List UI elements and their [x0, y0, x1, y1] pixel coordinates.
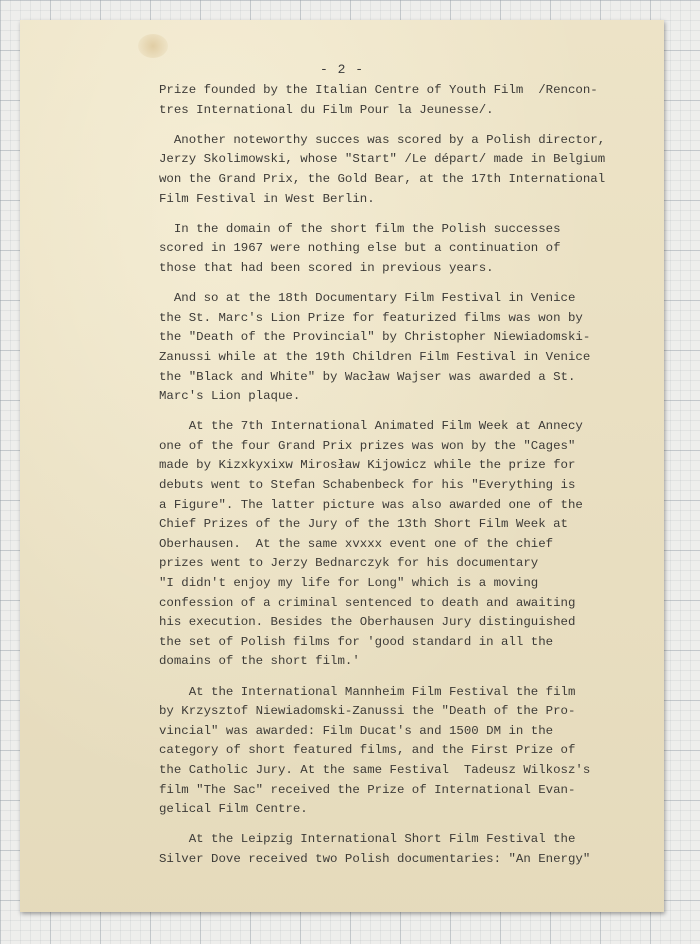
text-line: Film Festival in West Berlin.: [159, 191, 375, 206]
text-line: the "Black and White" by Wacław Wajser was awarded a St.: [159, 369, 576, 384]
text-line: a Figure". The latter picture was also awarded one of the: [159, 497, 583, 512]
document-page: [20, 20, 664, 912]
text-line: Marc's Lion plaque.: [159, 389, 301, 404]
text-line: category of short featured films, and the First Prize of: [159, 743, 576, 758]
text-line: In the domain of the short film the Polish successes: [159, 221, 561, 236]
paragraph: [159, 417, 659, 672]
text-line: vincial" was awarded: Film Ducat's and 1500 DM in the: [159, 723, 554, 738]
text-line: Oberhausen. At the same xvxxx event one of the chief: [159, 536, 554, 551]
page-number: - 2 -: [319, 62, 364, 77]
text-line: those that had been scored in previous years.: [159, 260, 494, 275]
text-line: the set of Polish films for 'good standard in all the: [159, 634, 554, 649]
text-line: tres International du Film Pour la Jeunesse/.: [159, 102, 494, 117]
text-line: scored in 1967 were nothing else but a continuation of: [159, 241, 561, 256]
paragraph: [159, 220, 659, 279]
paragraph: [159, 81, 659, 120]
text-line: "I didn't enjoy my life for Long" which is a moving: [159, 576, 539, 591]
paper-stain: [138, 34, 168, 58]
text-line: Another noteworthy succes was scored by a Polish director,: [159, 132, 606, 147]
text-line: won the Grand Prix, the Gold Bear, at the 17th International: [159, 171, 606, 186]
paragraph: [159, 830, 659, 869]
text-line: At the International Mannheim Film Festival the film: [159, 684, 576, 699]
text-line: debuts went to Stefan Schabenbeck for his "Everything is: [159, 478, 576, 493]
text-line: film "The Sac" received the Prize of International Evan-: [159, 782, 576, 797]
text-line: the "Death of the Provincial" by Christopher Niewiadomski-: [159, 330, 591, 345]
text-line: Zanussi while at the 19th Children Film Festival in Venice: [159, 349, 591, 364]
text-line: one of the four Grand Prix prizes was won by the "Cages": [159, 438, 576, 453]
paragraph: [159, 683, 659, 820]
text-line: At the Leipzig International Short Film Festival the: [159, 832, 576, 847]
text-line: by Krzysztof Niewiadomski-Zanussi the "Death of the Pro-: [159, 704, 576, 719]
text-line: prizes went to Jerzy Bednarczyk for his documentary: [159, 556, 539, 571]
paragraph: [159, 289, 659, 407]
text-line: his execution. Besides the Oberhausen Jury distinguished: [159, 615, 576, 630]
text-line: the Catholic Jury. At the same Festival Tadeusz Wilkosz's: [159, 762, 591, 777]
text-line: domains of the short film.': [159, 654, 360, 669]
text-line: Chief Prizes of the Jury of the 13th Short Film Week at: [159, 517, 568, 532]
paragraph: [159, 131, 659, 209]
typewritten-body: [159, 81, 659, 880]
text-line: made by Kizxkyxixw Mirosław Kijowicz while the prize for: [159, 458, 576, 473]
text-line: And so at the 18th Documentary Film Festival in Venice: [159, 291, 576, 306]
text-line: Silver Dove received two Polish documentaries: "An Energy": [159, 851, 591, 866]
text-line: Jerzy Skolimowski, whose "Start" /Le départ/ made in Belgium: [159, 152, 606, 167]
text-line: gelical Film Centre.: [159, 802, 308, 817]
text-line: Prize founded by the Italian Centre of Youth Film /Rencon-: [159, 83, 598, 97]
text-line: confession of a criminal sentenced to death and awaiting: [159, 595, 576, 610]
text-line: the St. Marc's Lion Prize for featurized films was won by: [159, 310, 583, 325]
text-line: At the 7th International Animated Film Week at Annecy: [159, 419, 583, 434]
